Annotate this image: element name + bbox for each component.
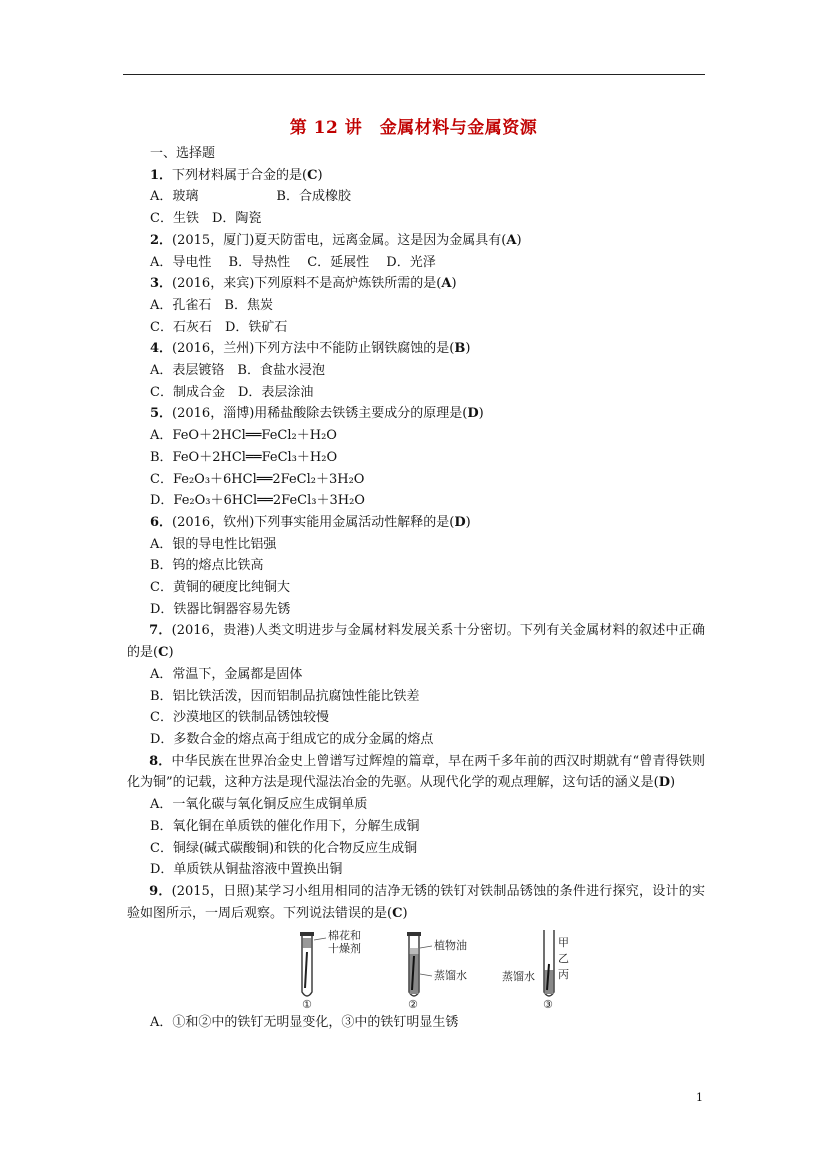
option-b: B．氧化铜在单质铁的催化作用下，分解生成铜 — [150, 818, 420, 834]
options-line: A．表层镀铬 B．食盐水浸泡 — [150, 363, 325, 379]
option-a: A．①和②中的铁钉无明显变化，③中的铁钉明显生锈 — [150, 1015, 459, 1031]
option-a: A．银的导电性比铝强 — [150, 536, 277, 552]
section-heading: 一、选择题 — [150, 146, 216, 161]
question-9: 9．(2015，日照)某学习小组用相同的洁净无锈的铁钉对铁制品锈蚀的条件进行探究，设计的实验如图所示，一周后观察。下列说法错误的是(C) — [127, 883, 705, 921]
question-7: 7．(2016，贵港)人类文明进步与金属材料发展关系十分密切。下列有关金属材料的叙述中正确的是(C) — [127, 623, 705, 661]
answer: C — [392, 905, 403, 921]
option-c: C．沙漠地区的铁制品锈蚀较慢 — [150, 710, 329, 726]
option-a: A．常温下，金属都是固体 — [150, 666, 303, 682]
test-tube-2 — [407, 932, 467, 1010]
tube3-label-bing: 丙 — [558, 968, 569, 982]
test-tube-1 — [300, 928, 361, 1010]
option-b: B．FeO＋2HCl══FeCl₃＋H₂O — [150, 449, 338, 465]
question-5: 5．(2016，淄博)用稀盐酸除去铁锈主要成分的原理是(D) — [150, 406, 484, 422]
answer: A — [506, 232, 517, 248]
question-8: 8．中华民族在世界冶金史上曾谱写过辉煌的篇章，早在两千多年前的西汉时期就有“曾青得铁则化为铜”的记载，这种方法是现代湿法冶金的先驱。从现代化学的观点理解，这句话的涵义是(D) — [127, 753, 705, 791]
option-a: A．一氧化碳与氧化铜反应生成铜单质 — [150, 797, 368, 813]
option-b: B．铝比铁活泼，因而铝制品抗腐蚀性能比铁差 — [150, 688, 420, 704]
question-4: 4．(2016，兰州)下列方法中不能防止钢铁腐蚀的是(B) — [150, 341, 471, 357]
options-line: C．制成合金 D．表层涂油 — [150, 384, 314, 400]
options-line: A．导电性 B．导热性 C．延展性 D．光泽 — [150, 254, 436, 270]
answer: A — [441, 276, 452, 292]
options-line: C．石灰石 D．铁矿石 — [150, 319, 288, 335]
answer: D — [467, 406, 479, 422]
header-rule — [123, 74, 705, 75]
option-d: D．铁器比铜器容易先锈 — [150, 601, 291, 617]
experiment-figure — [290, 926, 590, 1010]
page-title: 第 12 讲 金属材料与金属资源 — [289, 118, 538, 138]
tube2-label-a: 植物油 — [434, 939, 467, 953]
question-text: 下列材料属于合金的是( — [172, 167, 308, 183]
question-6: 6．(2016，钦州)下列事实能用金属活动性解释的是(D) — [150, 514, 471, 530]
tube1-label-a: 棉花和 — [328, 929, 361, 943]
answer: D — [658, 775, 670, 791]
answer: C — [307, 167, 318, 183]
option-c: C．铜绿(碱式碳酸铜)和铁的化合物反应生成铜 — [150, 840, 418, 856]
tube3-label-jia: 甲 — [558, 936, 569, 950]
option-c: C．黄铜的硬度比纯铜大 — [150, 580, 290, 596]
option-b: B．钨的熔点比铁高 — [150, 558, 264, 574]
test-tube-3 — [502, 930, 569, 1010]
option-d: D．多数合金的熔点高于组成它的成分金属的熔点 — [150, 731, 434, 747]
question-1: 1．下列材料属于合金的是(C) — [150, 167, 323, 183]
answer: C — [158, 645, 169, 661]
question-2: 2．(2015，厦门)夏天防雷电，远离金属。这是因为金属具有(A) — [150, 232, 522, 248]
options-line: A．玻璃 B．合成橡胶 — [150, 189, 351, 205]
answer: D — [454, 514, 466, 530]
tube3-label-water: 蒸馏水 — [502, 970, 535, 984]
answer: B — [454, 341, 466, 357]
option-a: A．FeO＋2HCl══FeCl₂＋H₂O — [150, 428, 337, 444]
question-number: 1． — [150, 167, 173, 183]
options-line: C．生铁 D．陶瓷 — [150, 211, 262, 227]
options-line: A．孔雀石 B．焦炭 — [150, 297, 273, 313]
option-d: D．Fe₂O₃＋6HCl══2FeCl₃＋3H₂O — [150, 493, 365, 509]
tube1-number: ① — [302, 998, 312, 1011]
tube3-number: ③ — [543, 998, 553, 1011]
option-d: D．单质铁从铜盐溶液中置换出铜 — [150, 862, 343, 878]
tube3-label-yi: 乙 — [558, 952, 569, 966]
tube1-label-b: 十燥剂 — [328, 942, 361, 956]
tube2-label-b: 蒸馏水 — [434, 969, 467, 983]
option-c: C．Fe₂O₃＋6HCl══2FeCl₂＋3H₂O — [150, 471, 365, 487]
question-3: 3．(2016，来宾)下列原料不是高炉炼铁所需的是(A) — [150, 276, 457, 292]
question-list — [127, 143, 705, 1034]
page-number: 1 — [696, 1091, 703, 1104]
tube2-number: ② — [408, 998, 418, 1011]
